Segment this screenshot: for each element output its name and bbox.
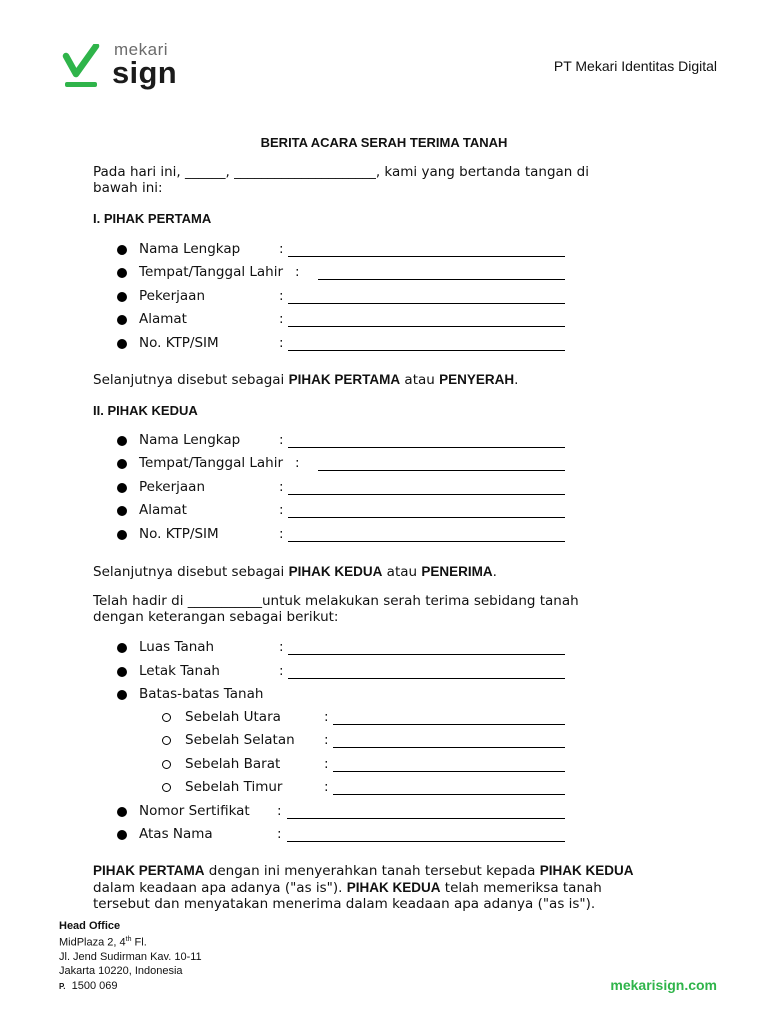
logo-text-sign: sign (112, 55, 177, 90)
fill-in-blank[interactable] (318, 279, 565, 280)
pihak-pertama-designation: Selanjutnya disebut sebagai PIHAK PERTAMA atau PENYERAH. (93, 372, 519, 388)
bullet-icon (117, 245, 127, 255)
bullet-icon (117, 807, 127, 817)
bullet-icon (117, 483, 127, 493)
field-label: Pekerjaan (139, 479, 206, 495)
form-field-row (0, 686, 768, 704)
closing-line-1: PIHAK PERTAMA dengan ini menyerahkan tanah tersebut kepada PIHAK KEDUA (93, 863, 634, 879)
fill-in-blank[interactable] (288, 517, 565, 518)
closing-line-2: dalam keadaan apa adanya ("as is"). PIHAK KEDUA telah memeriksa tanah (93, 880, 602, 896)
section-heading-pihak-kedua: II. PIHAK KEDUA (93, 403, 198, 418)
field-colon: : (279, 526, 284, 542)
bullet-icon (117, 530, 127, 540)
form-field-row (0, 479, 768, 497)
field-colon: : (295, 264, 300, 280)
logo-text-mekari: mekari (114, 40, 169, 59)
field-label: Alamat (139, 311, 187, 327)
form-field-row (0, 455, 768, 473)
form-field-row (0, 709, 768, 727)
hollow-bullet-icon (162, 713, 171, 722)
bullet-icon (117, 268, 127, 278)
company-name: PT Mekari Identitas Digital (553, 58, 717, 74)
field-label: No. KTP/SIM (139, 526, 219, 542)
field-colon: : (279, 241, 284, 257)
form-field-row (0, 732, 768, 750)
form-field-row (0, 335, 768, 353)
field-colon: : (324, 732, 329, 748)
form-field-row (0, 639, 768, 657)
fill-in-blank[interactable] (333, 724, 565, 725)
field-colon: : (295, 455, 300, 471)
field-label: Sebelah Utara (185, 709, 281, 725)
field-colon: : (324, 779, 329, 795)
field-label: Nama Lengkap (139, 241, 241, 257)
field-colon: : (277, 803, 282, 819)
field-label: Tempat/Tanggal Lahir (139, 455, 284, 471)
bullet-icon (117, 643, 127, 653)
fill-in-blank[interactable] (288, 256, 565, 257)
closing-line-3: tersebut dan menyatakan menerima dalam keadaan apa adanya ("as is"). (93, 896, 596, 912)
bullet-icon (117, 315, 127, 325)
form-field-row (0, 311, 768, 329)
present-line-1: Telah hadir di ___________untuk melakukan serah terima sebidang tanah (93, 593, 579, 609)
form-field-row (0, 526, 768, 544)
fill-in-blank[interactable] (333, 771, 565, 772)
bullet-icon (117, 339, 127, 349)
field-colon: : (279, 639, 284, 655)
fill-in-blank[interactable] (318, 470, 565, 471)
field-colon: : (279, 432, 284, 448)
fill-in-blank[interactable] (288, 303, 565, 304)
pihak-kedua-designation: Selanjutnya disebut sebagai PIHAK KEDUA atau PENERIMA. (93, 564, 497, 580)
field-colon: : (279, 311, 284, 327)
field-colon: : (324, 709, 329, 725)
bullet-icon (117, 830, 127, 840)
footer-heading: Head Office (59, 920, 121, 932)
form-field-row (0, 803, 768, 821)
form-field-row (0, 241, 768, 259)
field-colon: : (279, 479, 284, 495)
section-heading-pihak-pertama: I. PIHAK PERTAMA (93, 211, 212, 226)
fill-in-blank[interactable] (288, 494, 565, 495)
form-field-row (0, 288, 768, 306)
fill-in-blank[interactable] (287, 818, 565, 819)
form-field-row (0, 756, 768, 774)
field-label: Nama Lengkap (139, 432, 241, 448)
field-label: Batas-batas Tanah (139, 686, 264, 702)
form-field-row (0, 779, 768, 797)
hollow-bullet-icon (162, 736, 171, 745)
form-field-row (0, 826, 768, 844)
fill-in-blank[interactable] (288, 541, 565, 542)
bullet-icon (117, 436, 127, 446)
hollow-bullet-icon (162, 760, 171, 769)
form-field-row (0, 264, 768, 282)
intro-line-1: Pada hari ini, ______, _____________________, kami yang bertanda tangan di (93, 164, 589, 180)
field-label: No. KTP/SIM (139, 335, 219, 351)
bullet-icon (117, 459, 127, 469)
field-label: Luas Tanah (139, 639, 215, 655)
present-line-2: dengan keterangan sebagai berikut: (93, 609, 339, 625)
bullet-icon (117, 667, 127, 677)
field-label: Pekerjaan (139, 288, 206, 304)
fill-in-blank[interactable] (287, 841, 565, 842)
form-field-row (0, 432, 768, 450)
fill-in-blank[interactable] (288, 678, 565, 679)
field-label: Atas Nama (139, 826, 213, 842)
field-label: Sebelah Barat (185, 756, 281, 772)
checkmark-icon (62, 44, 102, 90)
bullet-icon (117, 292, 127, 302)
footer-address-2: Jl. Jend Sudirman Kav. 10-11 (59, 951, 202, 963)
field-colon: : (279, 663, 284, 679)
form-field-row (0, 663, 768, 681)
footer-url-link[interactable]: mekarisign.com (610, 977, 717, 993)
bullet-icon (117, 690, 127, 700)
bullet-icon (117, 506, 127, 516)
field-label: Sebelah Selatan (185, 732, 295, 748)
form-field-row (0, 502, 768, 520)
field-label: Sebelah Timur (185, 779, 283, 795)
field-label: Nomor Sertifikat (139, 803, 250, 819)
footer-address-3: Jakarta 10220, Indonesia (59, 965, 183, 977)
fill-in-blank[interactable] (288, 654, 565, 655)
fill-in-blank[interactable] (288, 350, 565, 351)
footer-phone: P. 1500 069 (59, 980, 118, 992)
intro-line-2: bawah ini: (93, 180, 163, 196)
field-colon: : (279, 502, 284, 518)
field-colon: : (324, 756, 329, 772)
fill-in-blank[interactable] (333, 794, 565, 795)
field-colon: : (279, 288, 284, 304)
field-colon: : (277, 826, 282, 842)
fill-in-blank[interactable] (288, 326, 565, 327)
field-label: Alamat (139, 502, 187, 518)
footer-address-1: MidPlaza 2, 4th Fl. (59, 936, 147, 949)
field-colon: : (279, 335, 284, 351)
field-label: Tempat/Tanggal Lahir (139, 264, 284, 280)
hollow-bullet-icon (162, 783, 171, 792)
fill-in-blank[interactable] (288, 447, 565, 448)
field-label: Letak Tanah (139, 663, 220, 679)
fill-in-blank[interactable] (333, 747, 565, 748)
mekari-sign-logo (62, 40, 192, 98)
document-title: BERITA ACARA SERAH TERIMA TANAH (260, 135, 508, 150)
